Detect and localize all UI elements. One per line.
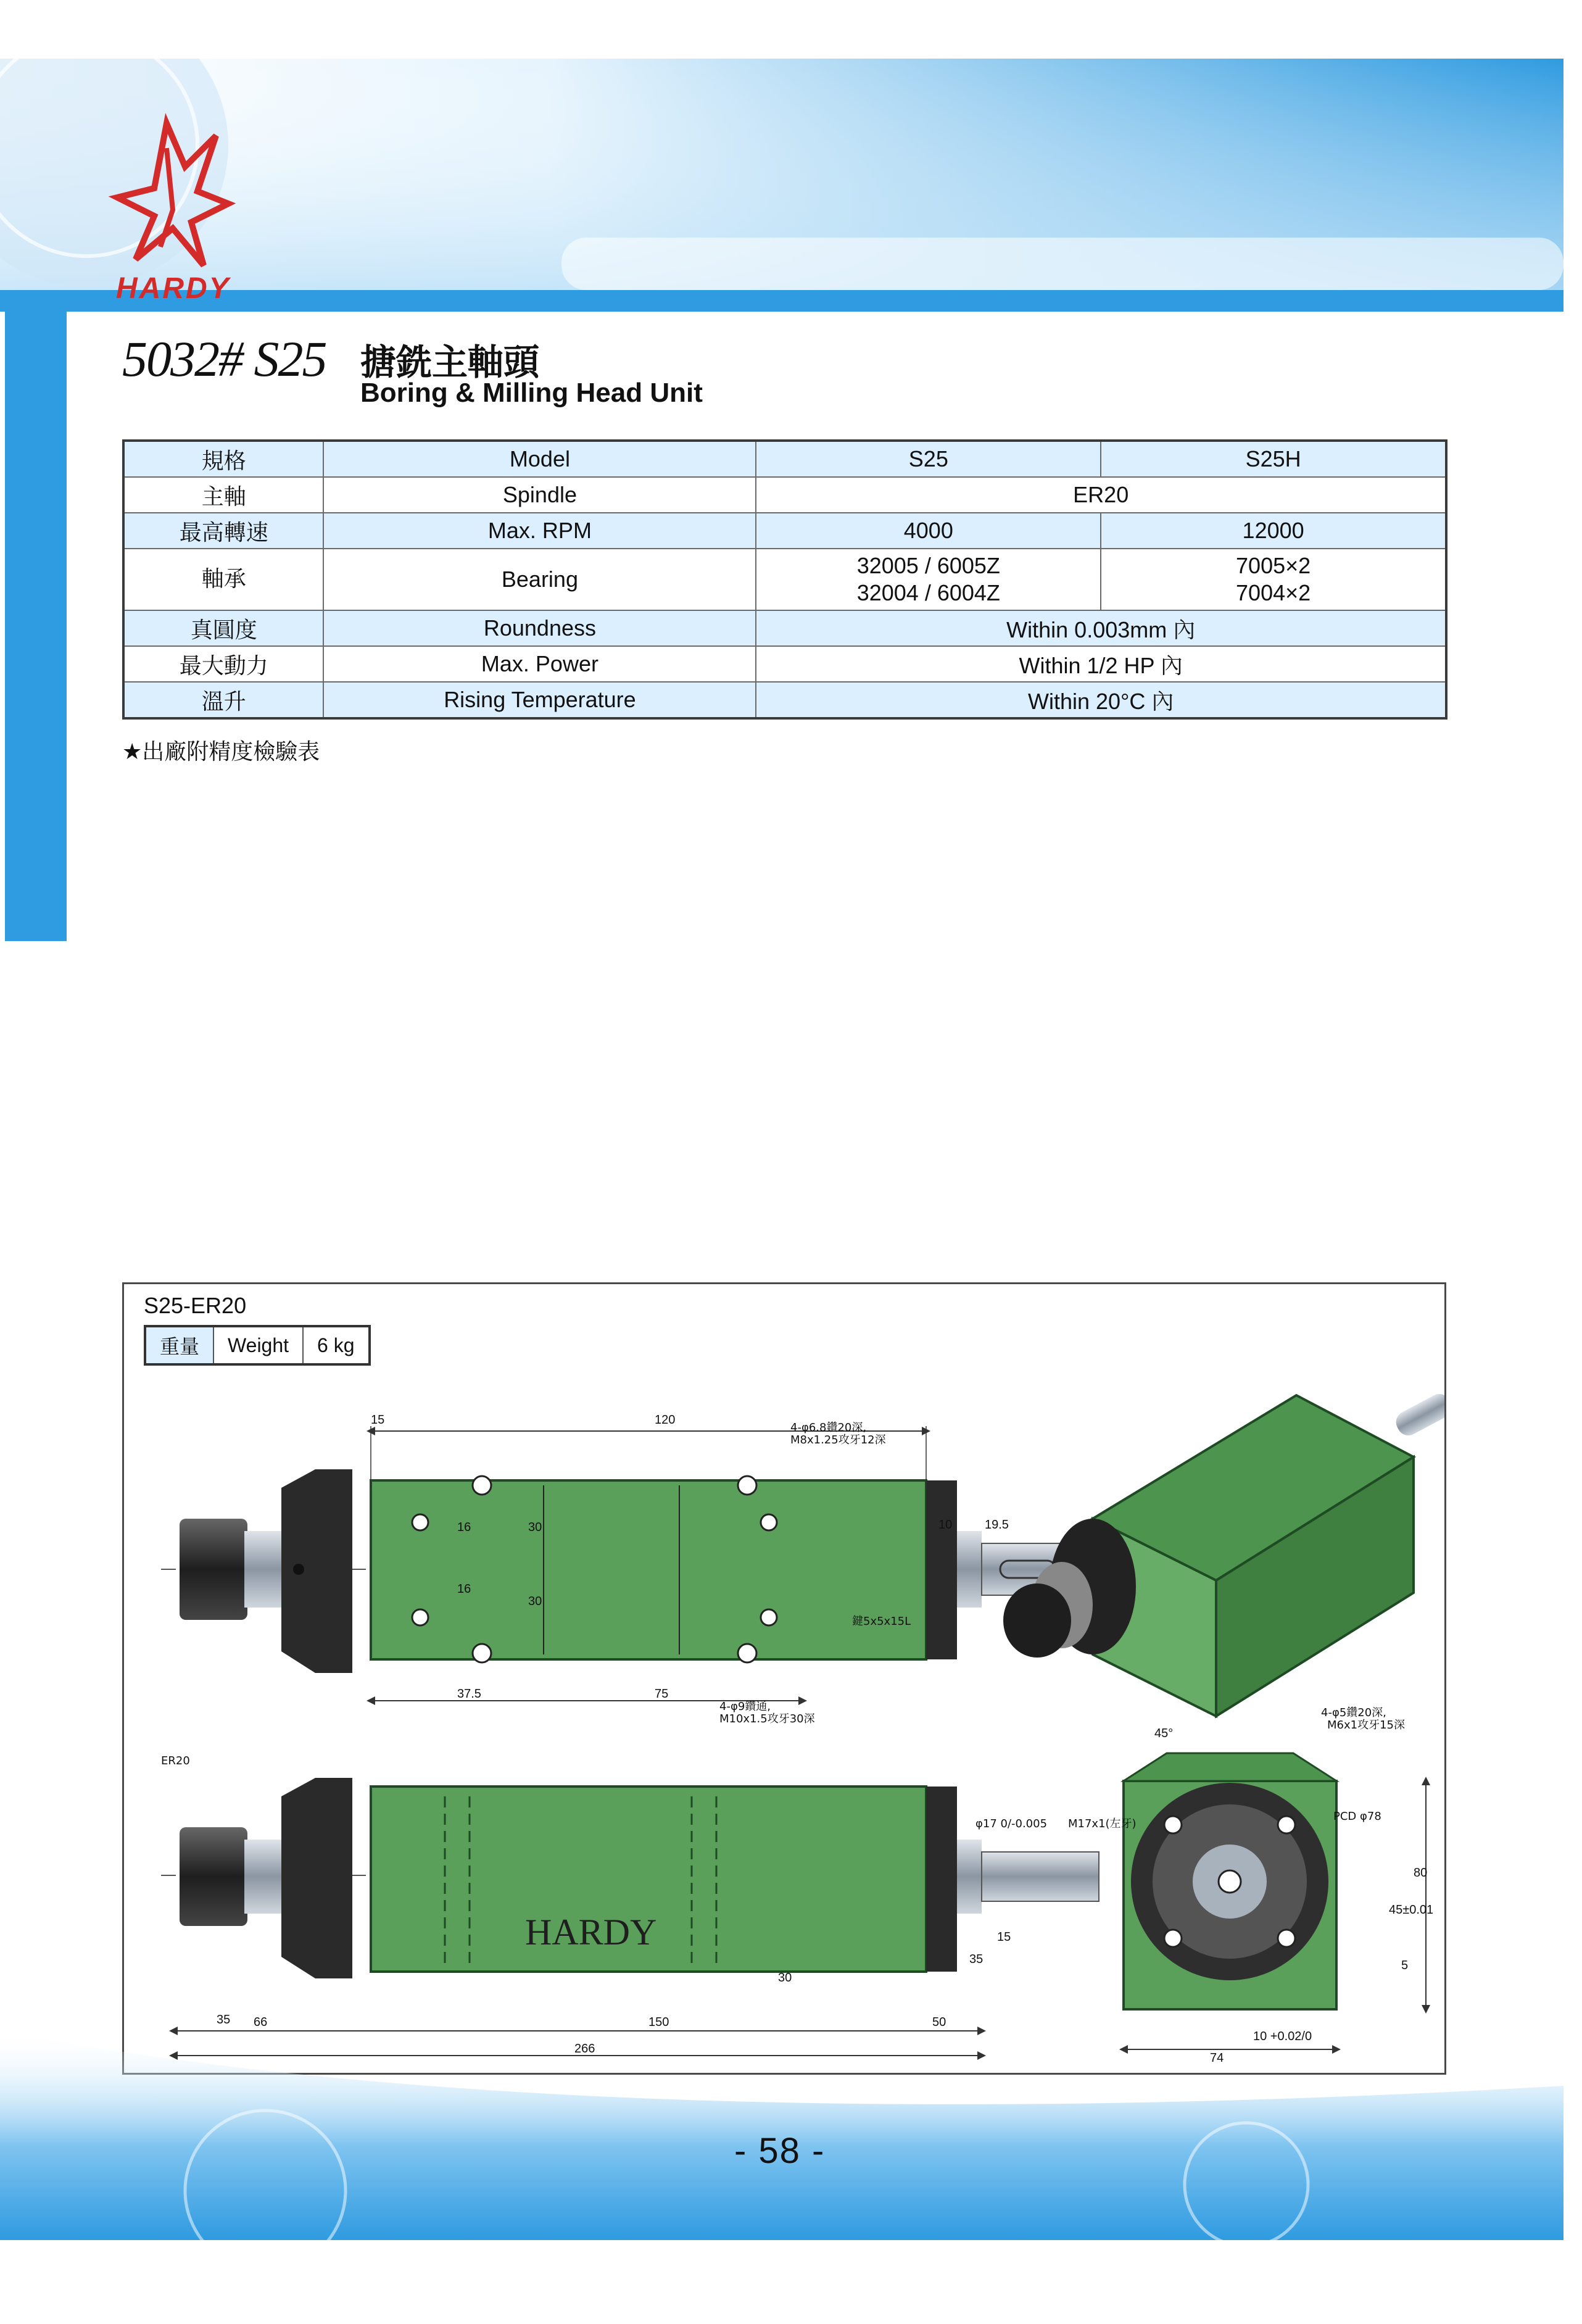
bearing-s25h-a: 7005×2 [1236, 553, 1311, 578]
dim-74: 74 [1210, 2051, 1224, 2065]
weight-table [144, 1325, 371, 1366]
row-label-en: Roundness [323, 610, 756, 646]
table-row [123, 477, 1446, 513]
header-en: Model [323, 441, 756, 477]
note-key: 鍵5x5x15L [852, 1615, 911, 1628]
header-col2: S25H [1101, 441, 1446, 477]
dim-50: 50 [932, 2015, 946, 2029]
dim-30b: 30 [528, 1595, 542, 1608]
dim-15b: 15 [997, 1930, 1011, 1944]
bearing-s25-b: 32004 / 6004Z [856, 580, 1000, 605]
title-chinese: 搪銑主軸頭 [360, 341, 540, 383]
table-row [123, 549, 1446, 610]
dim-30c: 30 [778, 1971, 792, 1985]
header-banner [0, 59, 1563, 312]
top-view-drawing [161, 1426, 1099, 1701]
row-value: Within 0.003mm 內 [756, 610, 1446, 646]
dim-10: 10 [938, 1518, 953, 1532]
isometric-view-drawing [1003, 1390, 1444, 1716]
dim-35b: 35 [969, 1953, 984, 1966]
row-value: ER20 [756, 477, 1446, 513]
row-value: Within 20°C 內 [756, 682, 1446, 718]
note-flange-holes: 4-φ5鑽20深, [1321, 1706, 1386, 1719]
row-label-zh: 最大動力 [123, 646, 323, 682]
dim-16a: 16 [457, 1521, 471, 1534]
page-number: - 58 - [734, 2131, 826, 2171]
row-label-en: Spindle [323, 477, 756, 513]
row-label-en: Max. RPM [323, 513, 756, 549]
dim-266: 266 [574, 2042, 595, 2056]
dim-80: 80 [1414, 1866, 1428, 1880]
row-label-en: Max. Power [323, 646, 756, 682]
table-row [123, 646, 1446, 682]
note-bottom-holes-2: M10x1.5攻牙30深 [719, 1712, 815, 1725]
dim-35: 35 [217, 2013, 231, 2027]
row-label-zh: 主軸 [123, 477, 323, 513]
dim-150: 150 [648, 2015, 669, 2029]
model-code: 5032# S25 [122, 331, 326, 387]
table-row [145, 1326, 370, 1364]
hardy-embossed-logo: HARDY [525, 1912, 657, 1953]
dim-10-tol: 10 +0.02/0 [1253, 2030, 1312, 2043]
table-row [123, 513, 1446, 549]
table-row [123, 682, 1446, 718]
dim-19-5: 19.5 [985, 1518, 1009, 1532]
note-pcd: PCD φ78 [1333, 1810, 1381, 1823]
note-thread: M17x1(左牙) [1068, 1817, 1137, 1830]
row-value: Within 1/2 HP 內 [756, 646, 1446, 682]
bearing-s25-a: 32005 / 6005Z [856, 553, 1000, 578]
dim-37-5: 37.5 [457, 1687, 481, 1701]
dim-15: 15 [371, 1413, 385, 1427]
row-value-s25 [756, 549, 1101, 610]
note-flange-holes-2: M6x1攻牙15深 [1327, 1719, 1405, 1732]
dim-5: 5 [1401, 1959, 1409, 1972]
row-label-zh: 軸承 [123, 549, 323, 610]
row-value-s25h: 12000 [1101, 513, 1446, 549]
table-row [123, 610, 1446, 646]
header-zh: 規格 [123, 441, 323, 477]
row-value-s25: 4000 [756, 513, 1101, 549]
inspection-note: ★出廠附精度檢驗表 [122, 739, 320, 765]
technical-drawing-panel [122, 1282, 1446, 2075]
weight-value: 6 kg [303, 1326, 369, 1364]
table-row [123, 441, 1446, 477]
dim-16b: 16 [457, 1582, 471, 1596]
row-label-en: Rising Temperature [323, 682, 756, 718]
spec-table [122, 439, 1447, 720]
note-er20: ER20 [161, 1754, 190, 1767]
weight-label-en: Weight [213, 1326, 303, 1364]
title-english: Boring & Milling Head Unit [360, 378, 703, 408]
dim-75: 75 [655, 1687, 669, 1701]
technical-drawings [124, 1284, 1444, 2073]
bearing-s25h-b: 7004×2 [1236, 580, 1311, 605]
weight-label-zh: 重量 [145, 1326, 213, 1364]
note-shaft-dia: φ17 0/-0.005 [975, 1817, 1048, 1830]
drawing-title: S25-ER20 [144, 1293, 247, 1318]
dim-66: 66 [254, 2015, 268, 2029]
row-value-s25h [1101, 549, 1446, 610]
dim-120: 120 [655, 1413, 676, 1427]
row-label-zh: 溫升 [123, 682, 323, 718]
note-bottom-holes: 4-φ9鑽通, [719, 1700, 771, 1713]
side-view-drawing [161, 1778, 1099, 2056]
left-accent-bar [5, 312, 67, 941]
note-top-holes-2: M8x1.25攻牙12深 [790, 1434, 886, 1446]
front-view-drawing [1124, 1753, 1426, 2049]
row-label-en: Bearing [323, 549, 756, 610]
dim-45-tol: 45±0.01 [1389, 1903, 1434, 1917]
dim-45-deg: 45° [1154, 1727, 1174, 1740]
header-col1: S25 [756, 441, 1101, 477]
brand-name: HARDY [116, 272, 231, 305]
row-label-zh: 真圓度 [123, 610, 323, 646]
note-top-holes: 4-φ6.8鑽20深, [790, 1421, 867, 1434]
dim-30a: 30 [528, 1521, 542, 1534]
row-label-zh: 最高轉速 [123, 513, 323, 549]
